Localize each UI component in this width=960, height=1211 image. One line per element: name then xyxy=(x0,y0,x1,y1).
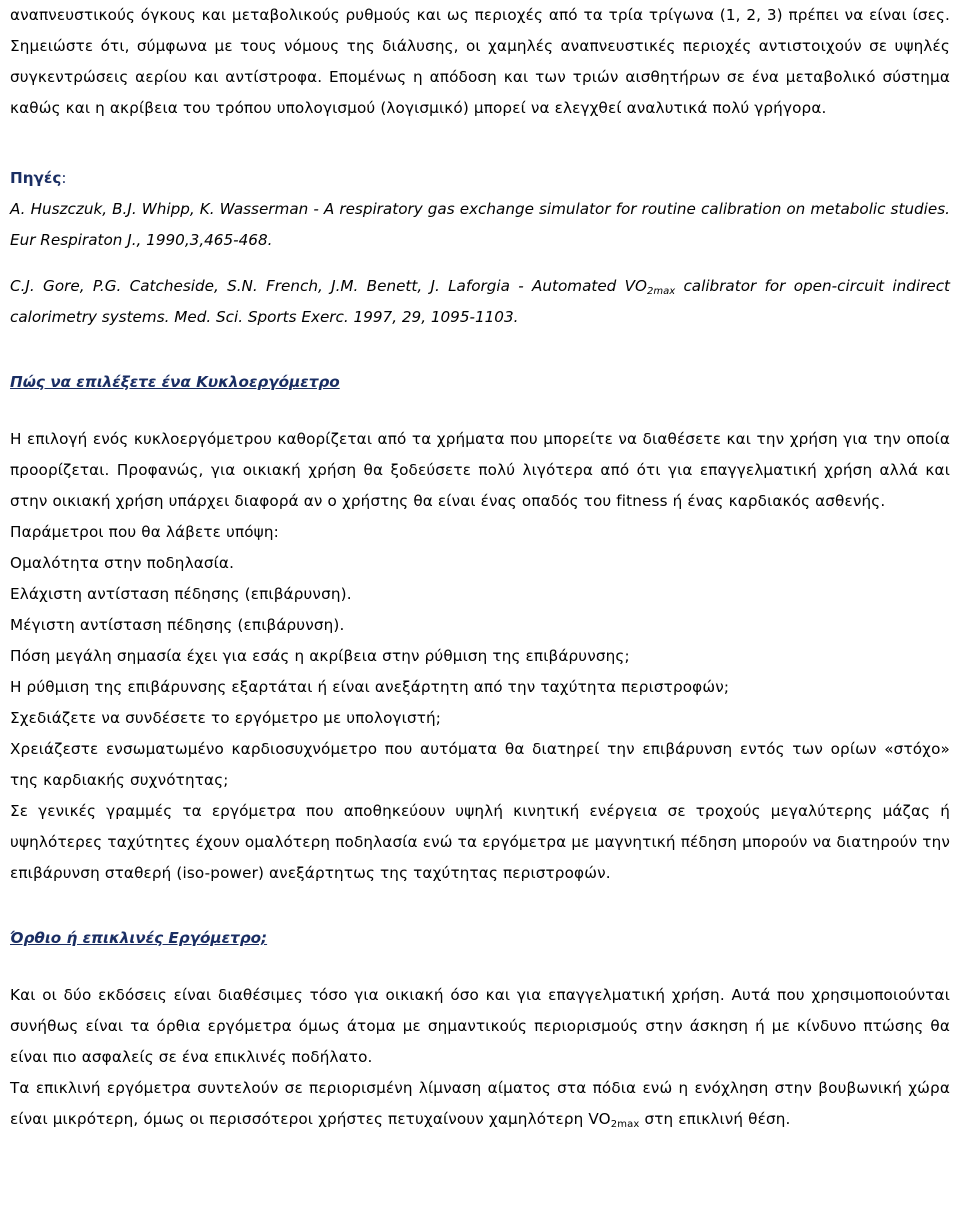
parameters-intro-line: Παράμετροι που θα λάβετε υπόψη: xyxy=(10,523,279,541)
parameter-line: Πόση μεγάλη σημασία έχει για εσάς η ακρίβεια στην ρύθμιση της επιβάρυνσης; xyxy=(10,647,630,665)
general-paragraph: Σε γενικές γραμμές τα εργόμετρα που αποθηκεύουν υψηλή κινητική ενέργεια σε τροχούς μεγαλύτερης μάζας ή υψηλότερες ταχύτητες έχουν ομαλότερη ποδηλασία ενώ τα εργόμετρα με μαγνητική πέδηση μπορούν να διατηρούν την επιβάρυνση σταθερή (iso-power) ανεξάρτητως της ταχύτητας περιστροφών. xyxy=(10,802,950,882)
section-heading-upright-or-recumbent: Όρθιο ή επικλινές Εργόμετρο; xyxy=(10,929,268,947)
sources-heading-text: Πηγές xyxy=(10,169,62,187)
document-page xyxy=(10,0,950,1135)
section2-paragraph: Και οι δύο εκδόσεις είναι διαθέσιμες τόσο για οικιακή όσο και για επαγγελματική χρήση. Αυτά που χρησιμοποιούνται συνήθως είναι τα όρθια εργόμετρα όμως άτομα με σημαντικούς περιορισμούς στην άσκηση ή με κίνδυνο πτώσης θα είναι πιο ασφαλείς σε ένα επικλινές ποδήλατο. xyxy=(10,986,950,1066)
parameter-line: Μέγιστη αντίσταση πέδησης (επιβάρυνση). xyxy=(10,616,345,634)
reference-2-part-2: calibrator for open-circuit indirect calorimetry systems. Med. Sci. Sports Exerc. 1997, 29, 1095-1103. xyxy=(10,277,951,326)
parameter-line: Ελάχιστη αντίσταση πέδησης (επιβάρυνση). xyxy=(10,585,352,603)
intro-paragraph: αναπνευστικούς όγκους και μεταβολικούς ρυθμούς και ως περιοχές από τα τρία τρίγωνα (1, 2, 3) πρέπει να είναι ίσες. Σημειώστε ότι, σύμφωνα με τους νόμους της διάλυσης, οι χαμηλές αναπνευστικές περιοχές αντιστοιχούν σε υψηλές συγκεντρώσεις αερίου και αντίστροφα. Επομένως η απόδοση και των τριών αισθητήρων σε ένα μεταβολικό σύστημα καθώς και η ακρίβεια του τρόπου υπολογισμού (λογισμικό) μπορεί να ελεγχθεί αναλυτικά πολύ γρήγορα. xyxy=(10,6,950,117)
section2-last-part-2: στη επικλινή θέση. xyxy=(639,1110,791,1128)
section-heading-choose-ergometer: Πώς να επιλέξετε ένα Κυκλοεργόμετρο xyxy=(10,373,340,391)
section2-last-subscript: 2max xyxy=(610,1119,640,1130)
sources-heading-colon: : xyxy=(61,169,67,187)
reference-1: A. Huszczuk, B.J. Whipp, K. Wasserman - A respiratory gas exchange simulator for routine calibration on metabolic studies. Eur Respiraton J., 1990,3,465-468. xyxy=(10,200,950,249)
parameter-line: Ομαλότητα στην ποδηλασία. xyxy=(10,554,235,572)
section1-paragraph: Η επιλογή ενός κυκλοεργόμετρου καθορίζεται από τα χρήματα που μπορείτε να διαθέσετε και την χρήση για την οποία προορίζεται. Προφανώς, για οικιακή χρήση θα ξοδεύσετε πολύ λιγότερα από ότι για επαγγελματική χρήση αλλά και στην οικιακή χρήση υπάρχει διαφορά αν ο χρήστης θα είναι ένας οπαδός του fitness ή ένας καρδιακός ασθενής. xyxy=(10,430,950,510)
sources-heading xyxy=(10,163,950,194)
reference-2 xyxy=(10,271,950,333)
section2-last-part-1: Τα επικλινή εργόμετρα συντελούν σε περιορισμένη λίμναση αίματος στα πόδια ενώ η ενόχληση στην βουβωνική χώρα είναι μικρότερη, όμως οι περισσότεροι χρήστες πετυχαίνουν χαμηλότερη VO xyxy=(10,1079,950,1128)
heart-rate-paragraph: Χρειάζεστε ενσωματωμένο καρδιοσυχνόμετρο που αυτόματα θα διατηρεί την επιβάρυνση εντός των ορίων «στόχο» της καρδιακής συχνότητας; xyxy=(10,740,950,789)
parameter-line: Σχεδιάζετε να συνδέσετε το εργόμετρο με υπολογιστή; xyxy=(10,709,442,727)
reference-2-part-1: C.J. Gore, P.G. Catcheside, S.N. French, J.M. Benett, J. Laforgia - Automated VO xyxy=(10,277,647,295)
section2-last-paragraph xyxy=(10,1073,950,1135)
reference-2-subscript: 2max xyxy=(646,286,676,297)
parameter-line: Η ρύθμιση της επιβάρυνσης εξαρτάται ή είναι ανεξάρτητη από την ταχύτητα περιστροφών; xyxy=(10,678,730,696)
